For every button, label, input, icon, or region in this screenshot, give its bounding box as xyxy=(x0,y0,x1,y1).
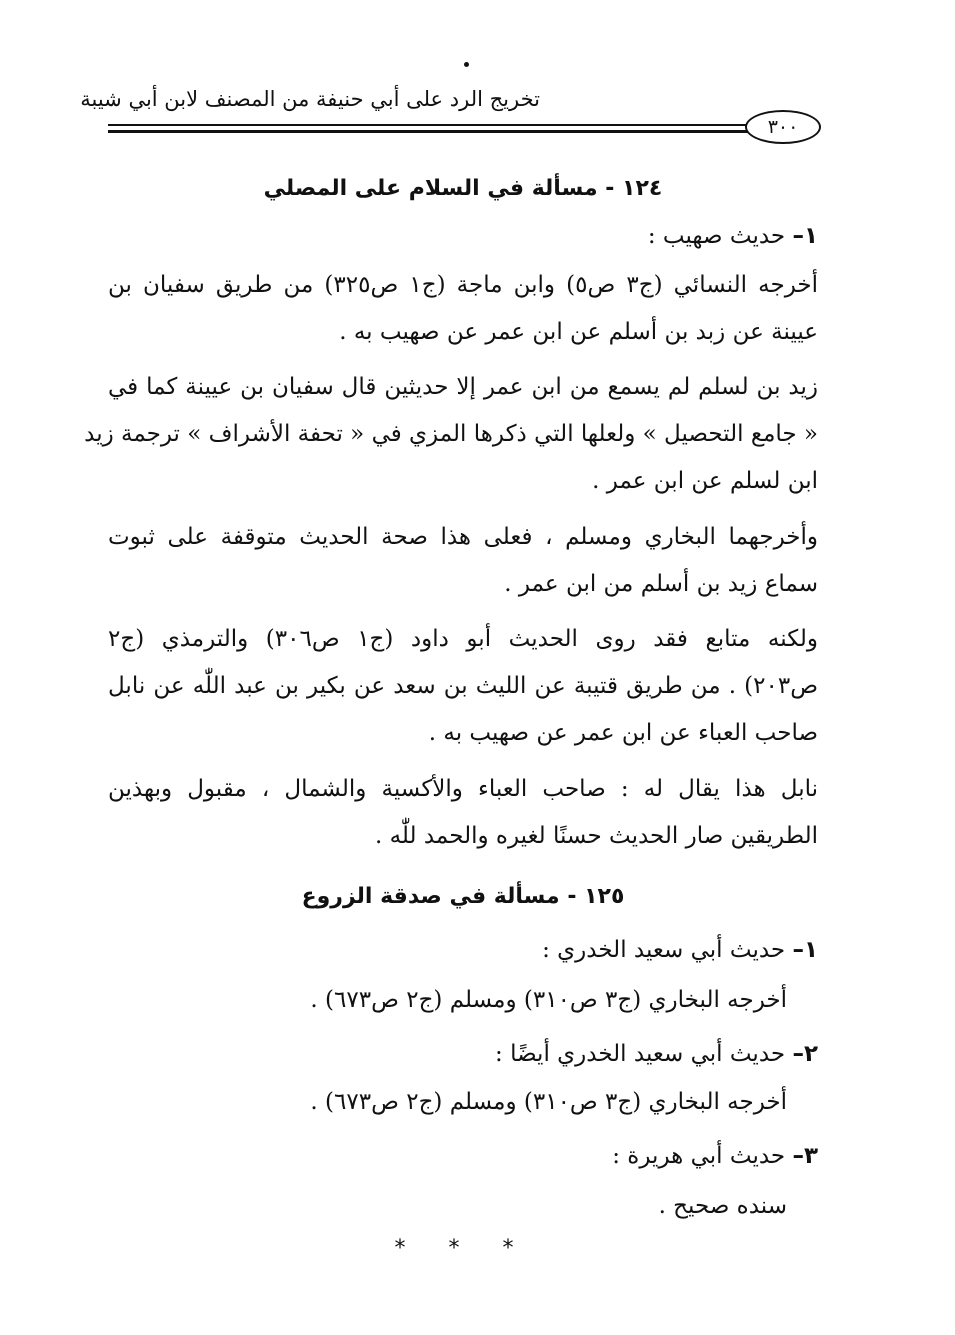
paragraph-1 xyxy=(108,262,818,356)
header-rule xyxy=(108,124,748,126)
item-3-text: سنده صحيح . xyxy=(658,1193,787,1219)
item-title: حديث أبي هريرة : xyxy=(612,1143,786,1169)
paragraph-line: زيد بن لسلم لم يسمع من ابن عمر إلا حديثين قال سفيان بن عيينة كما في xyxy=(108,374,818,400)
item-number: ١– xyxy=(792,937,818,963)
paragraph-line: ابن لسلم عن ابن عمر . xyxy=(592,468,818,494)
item-number: ٢– xyxy=(792,1041,818,1067)
paragraph-line: نابل هذا يقال له : صاحب العباء والأكسية والشمال ، مقبول وبهذين xyxy=(108,776,818,802)
paragraph-line: أخرجه النسائي (ج٣ ص٥) وابن ماجة (ج١ ص٣٢٥) من طريق سفيان بن xyxy=(108,272,819,298)
paragraph-line: ولكنه متابع فقد روى الحديث أبو داود (ج١ ص٣٠٦) والترمذي (ج٢ xyxy=(108,626,819,652)
item-title: حديث أبي سعيد الخدري أيضًا : xyxy=(495,1041,786,1067)
item-1-heading xyxy=(542,930,818,970)
page-number: ٣٠٠ xyxy=(745,110,821,144)
paragraph-line: سماع زيد بن أسلم من ابن عمر . xyxy=(504,571,818,597)
paragraph-line: ص٢٠٣) . من طريق قتيبة عن الليث بن سعد عن بكير بن عبد اللّٰه عن نابل xyxy=(108,673,818,699)
paragraph-line: « جامع التحصيل » ولعلها التي ذكرها المزي في « تحفة الأشراف » ترجمة زيد xyxy=(84,421,818,447)
section-heading-124: ١٢٤ - مسألة في السلام على المصلي xyxy=(263,176,663,201)
paragraph-line: وأخرجهما البخاري ومسلم ، فعلى هذا صحة الحديث متوقفة على ثبوت xyxy=(108,524,818,550)
running-title: تخريج الرد على أبي حنيفة من المصنف لابن أبي شيبة xyxy=(80,87,540,111)
item-3-heading xyxy=(612,1136,818,1176)
paragraph-line: عيينة عن زبد بن أسلم عن ابن عمر عن صهيب به . xyxy=(339,319,818,345)
item-number: ٣– xyxy=(792,1143,818,1169)
item-2-text: أخرجه البخاري (ج٣ ص٣١٠) ومسلم (ج٢ ص٦٧٣) . xyxy=(310,1089,787,1115)
paragraph-5 xyxy=(108,766,818,860)
paragraph-line: الطريقين صار الحديث حسنًا لغيره والحمد للّٰه . xyxy=(374,823,818,849)
header-dot xyxy=(464,62,469,67)
paragraph-4 xyxy=(108,616,818,757)
item-1-text: أخرجه البخاري (ج٣ ص٣١٠) ومسلم (ج٢ ص٦٧٣) . xyxy=(310,987,787,1013)
item-title: حديث صهيب : xyxy=(647,223,786,249)
item-number: ١– xyxy=(792,223,818,249)
item-2-heading xyxy=(495,1034,818,1074)
item-title: حديث أبي سعيد الخدري : xyxy=(542,937,786,963)
paragraph-3 xyxy=(108,514,818,608)
paragraph-2 xyxy=(84,364,818,505)
item-1-heading xyxy=(648,216,818,256)
section-heading-125: ١٢٥ - مسألة في صدقة الزروع xyxy=(301,884,625,909)
paragraph-line: صاحب العباء عن ابن عمر عن صهيب به . xyxy=(428,720,818,746)
header-rule-thick xyxy=(108,130,748,133)
section-separator-stars: * * * xyxy=(394,1236,532,1261)
